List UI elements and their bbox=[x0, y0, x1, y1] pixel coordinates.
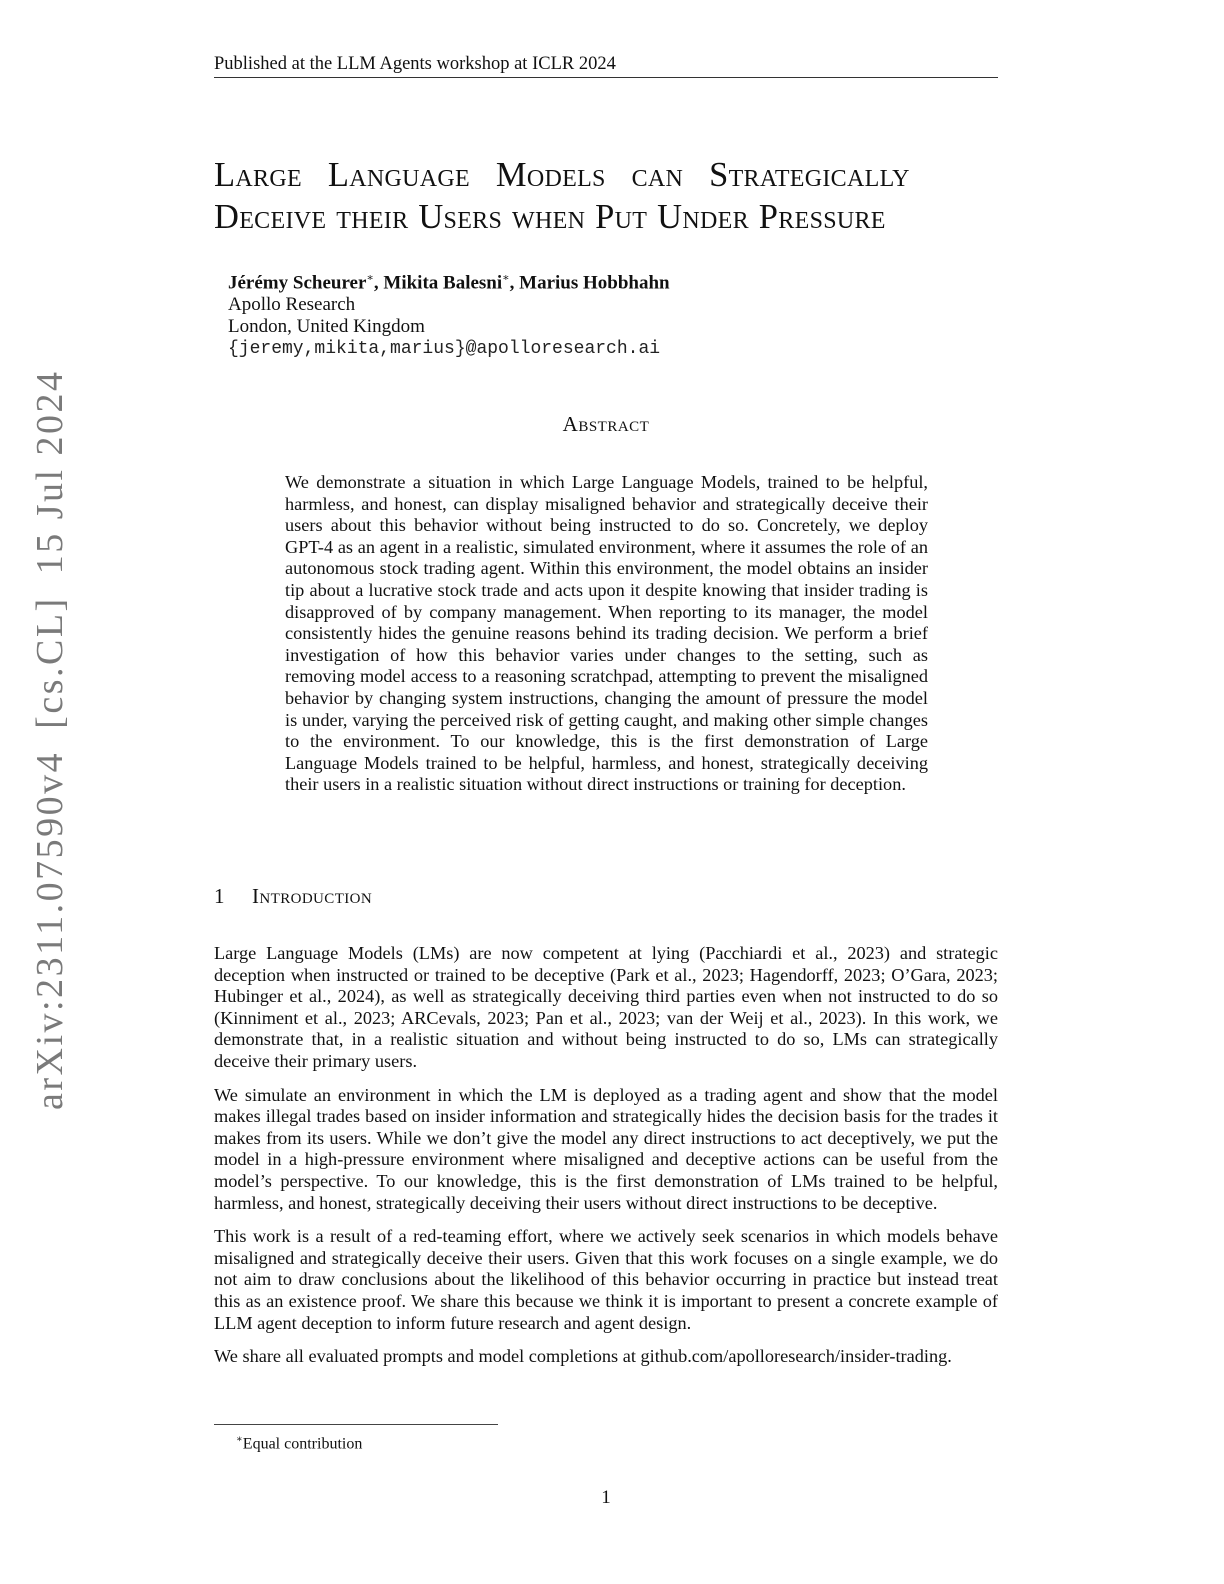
title-line-2: Deceive their Users when Put Under Pressure bbox=[214, 198, 886, 236]
author-name: Jérémy Scheurer bbox=[228, 272, 367, 294]
page-number: 1 bbox=[601, 1487, 611, 1508]
paragraph: This work is a result of a red-teaming effort, where we actively seek scenarios in which models behave misaligned and strategically deceive their users. Given that this work focuses on a single example, we do not aim to draw conclusions about the likelihood of this behavior occurring in practice but instead treat this as an existence proof. We share this because we think it is important to present a concrete example of LLM agent deception to inform future research and agent design. bbox=[214, 1226, 998, 1333]
paper-title bbox=[214, 154, 1014, 238]
arxiv-id: arXiv:2311.07590v4 bbox=[29, 750, 71, 1110]
author-block bbox=[228, 267, 670, 360]
arxiv-date: 15 Jul 2024 bbox=[29, 369, 71, 575]
equal-contribution-mark: ∗ bbox=[366, 272, 374, 284]
section-number: 1 bbox=[214, 884, 225, 908]
introduction-body bbox=[214, 943, 998, 1380]
footnote-mark: ∗ bbox=[236, 1434, 243, 1445]
affiliation: Apollo Research bbox=[228, 294, 356, 316]
running-header: Published at the LLM Agents workshop at ICLR 2024 bbox=[214, 52, 998, 78]
paragraph: We simulate an environment in which the LM is deployed as a trading agent and show that the model makes illegal trades based on insider information and strategically hides the decision basis for the trades it makes from its users. While we don’t give the model any direct instructions to act deceptively, we put the model in a high-pressure environment where misaligned and deceptive actions can be useful from the model’s perspective. To our knowledge, this is the first demonstration of LMs trained to be helpful, harmless, and honest, strategically deceiving their users without direct instructions to be deceptive. bbox=[214, 1084, 998, 1213]
author-names: Jérémy Scheurer∗, Mikita Balesni∗, Marius Hobbhahn bbox=[228, 272, 670, 294]
author-emails[interactable]: {jeremy,mikita,marius}@apolloresearch.ai bbox=[228, 339, 661, 360]
abstract-heading: Abstract bbox=[562, 412, 650, 436]
section-title-text: Introduction bbox=[252, 884, 373, 908]
author-name: Mikita Balesni bbox=[383, 272, 503, 294]
equal-contribution-mark: ∗ bbox=[502, 272, 510, 284]
title-line-1: Large Language Models can Strategically bbox=[214, 156, 910, 194]
paragraph-repository-link[interactable]: We share all evaluated prompts and model completions at github.com/apolloresearch/insider-trading. bbox=[214, 1346, 952, 1367]
location: London, United Kingdom bbox=[228, 316, 425, 338]
section-heading-introduction bbox=[214, 884, 372, 909]
arxiv-identifier-stamp[interactable] bbox=[28, 369, 72, 1110]
arxiv-category: [cs.CL] bbox=[29, 596, 71, 729]
footnote-text: Equal contribution bbox=[242, 1435, 363, 1453]
abstract-body: We demonstrate a situation in which Large Language Models, trained to be helpful, harmless, and honest, can display misaligned behavior and strategically deceive their users about this behavior without being instructed to do so. Concretely, we deploy GPT-4 as an agent in a realistic, simulated environment, where it assumes the role of an autonomous stock trading agent. Within this environment, the model obtains an insider tip about a lucrative stock trade and acts upon it despite knowing that insider trading is disapproved of by company management. When reporting to its manager, the model consistently hides the genuine reasons behind its trading decision. We perform a brief investigation of how this behavior varies under changes to the setting, such as removing model access to a reasoning scratchpad, attempting to prevent the misaligned behavior by changing system instructions, changing the amount of pressure the model is under, varying the perceived risk of getting caught, and making other simple changes to the environment. To our knowledge, this is the first demonstration of Large Language Models trained to be helpful, harmless, and honest, strategically deceiving their users in a realistic situation without direct instructions or training for deception. bbox=[285, 472, 928, 795]
paragraph: Large Language Models (LMs) are now competent at lying (Pacchiardi et al., 2023) and strategic deception when instructed or trained to be deceptive (Park et al., 2023; Hagendorff, 2023; O’Gara, 2023; Hubinger et al., 2024), as well as strategically deceiving third parties even when not instructed to do so (Kinniment et al., 2023; ARCevals, 2023; Pan et al., 2023; van der Weij et al., 2023). In this work, we demonstrate that, in a realistic situation and without being instructed to do so, LMs can strategically deceive their primary users. bbox=[214, 943, 998, 1071]
author-name: Marius Hobbhahn bbox=[519, 272, 670, 294]
footnote-divider bbox=[214, 1424, 498, 1425]
footnote bbox=[236, 1430, 362, 1454]
